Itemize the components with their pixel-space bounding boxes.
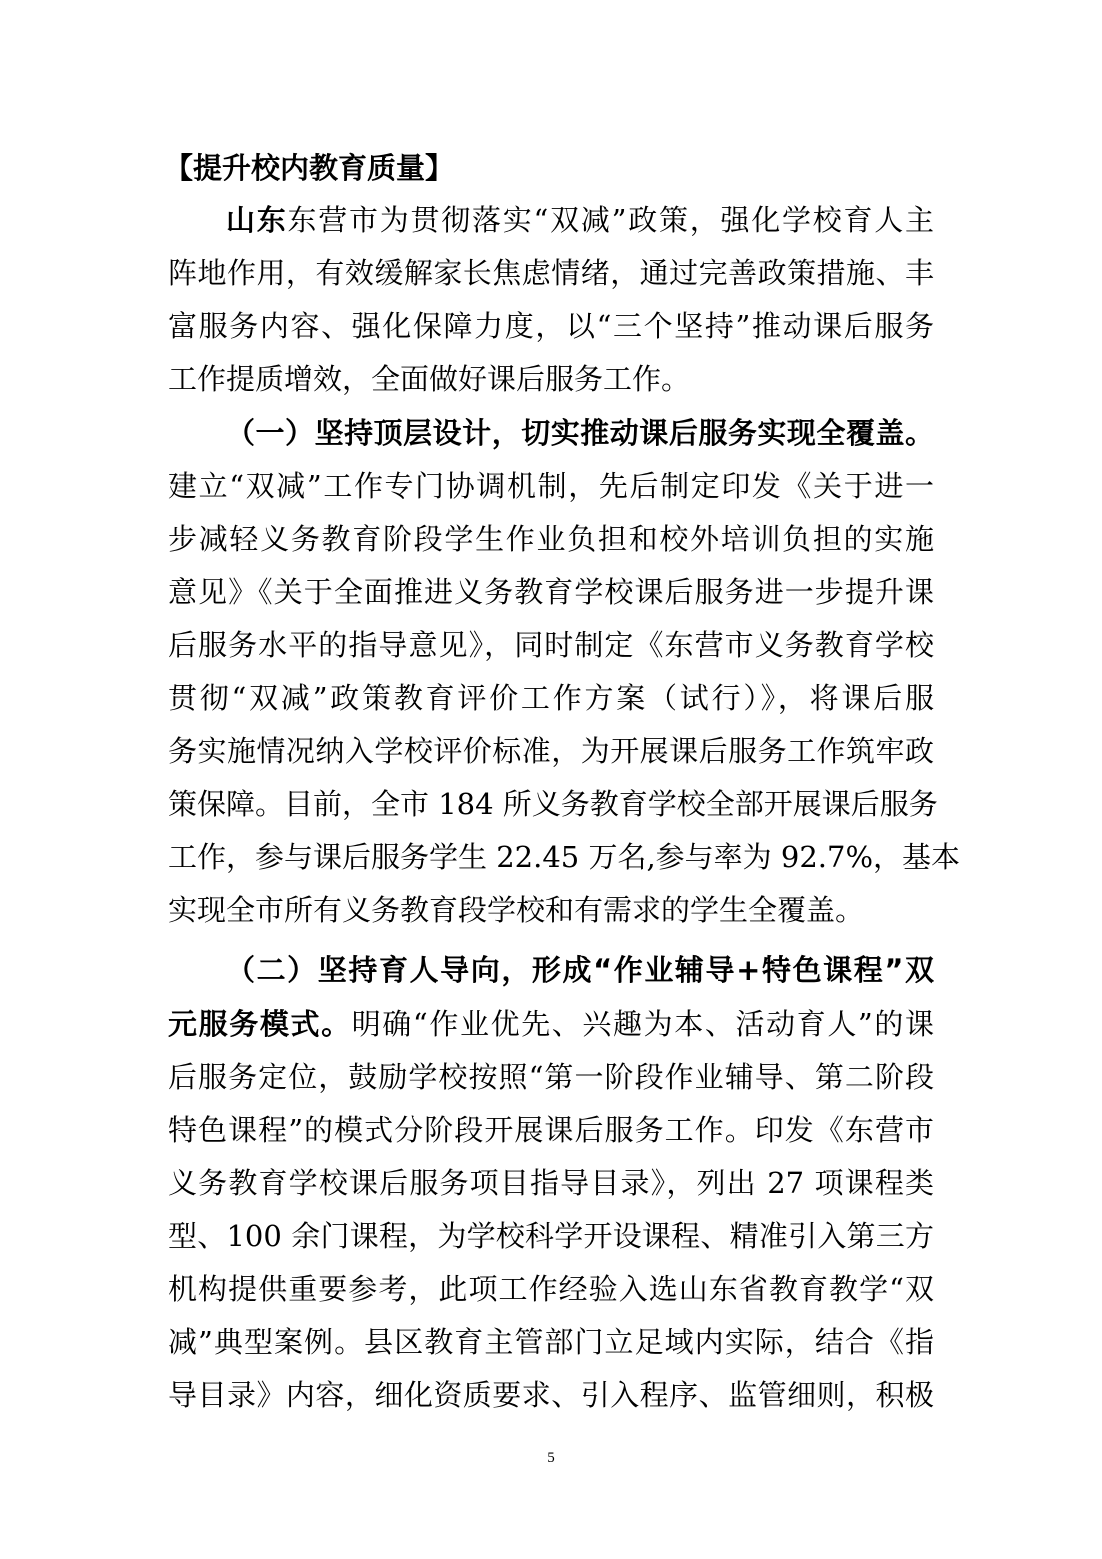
- intro-lead-bold: 山东: [226, 203, 288, 237]
- point-two-line-5: 型、100 余门课程，为学校科学开设课程、精准引入第三方: [168, 1219, 934, 1253]
- intro-line-1-text: 东营市为贯彻落实“双减”政策，强化学校育人主: [287, 203, 934, 237]
- page-number: 5: [547, 1450, 555, 1466]
- point-two-line-4: 义务教育学校课后服务项目指导目录》，列出 27 项课程类: [168, 1166, 934, 1200]
- point-one-line-7: 策保障。目前，全市 184 所义务教育学校全部开展课后服务: [168, 787, 938, 821]
- point-two-heading-end: 元服务模式。: [168, 1007, 352, 1041]
- point-one-line-1: 建立“双减”工作专门协调机制，先后制定印发《关于进一: [168, 469, 934, 503]
- point-two-line-1-text: 明确“作业优先、兴趣为本、活动育人”的课: [351, 1007, 934, 1041]
- point-two-line-1: [168, 1004, 934, 1044]
- intro-line-4: 工作提质增效，全面做好课后服务工作。: [168, 362, 691, 396]
- point-two-line-2: 后服务定位，鼓励学校按照“第一阶段作业辅导、第二阶段: [168, 1060, 934, 1094]
- intro-line-2: 阵地作用，有效缓解家长焦虑情绪，通过完善政策措施、丰: [168, 256, 934, 290]
- section-heading: 【提升校内教育质量】: [164, 151, 455, 185]
- intro-line-1: [226, 200, 934, 240]
- point-two-line-6: 机构提供重要参考，此项工作经验入选山东省教育教学“双: [168, 1272, 934, 1306]
- point-one-line-8: 工作，参与课后服务学生 22.45 万名,参与率为 92.7%，基本: [168, 840, 961, 874]
- point-one-line-5: 贯彻“双减”政策教育评价工作方案（试行）》，将课后服: [168, 681, 934, 715]
- point-one-line-3: 意见》《关于全面推进义务教育学校课后服务进一步提升课: [168, 575, 934, 609]
- point-one-line-4: 后服务水平的指导意见》，同时制定《东营市义务教育学校: [168, 628, 934, 662]
- point-two-line-3: 特色课程”的模式分阶段开展课后服务工作。印发《东营市: [168, 1113, 934, 1147]
- point-one-line-2: 步减轻义务教育阶段学生作业负担和校外培训负担的实施: [168, 522, 934, 556]
- point-one-heading: （一）坚持顶层设计，切实推动课后服务实现全覆盖。: [226, 416, 934, 450]
- point-one-line-9: 实现全市所有义务教育段学校和有需求的学生全覆盖。: [168, 893, 865, 927]
- point-two-heading-line-1: （二）坚持育人导向，形成“作业辅导+特色课程”双: [226, 953, 934, 987]
- point-two-line-8: 导目录》内容，细化资质要求、引入程序、监管细则，积极: [168, 1378, 934, 1412]
- point-one-line-6: 务实施情况纳入学校评价标准，为开展课后服务工作筑牢政: [168, 734, 934, 768]
- intro-line-3: 富服务内容、强化保障力度，以“三个坚持”推动课后服务: [168, 309, 934, 343]
- point-two-line-7: 减”典型案例。县区教育主管部门立足域内实际，结合《指: [168, 1325, 934, 1359]
